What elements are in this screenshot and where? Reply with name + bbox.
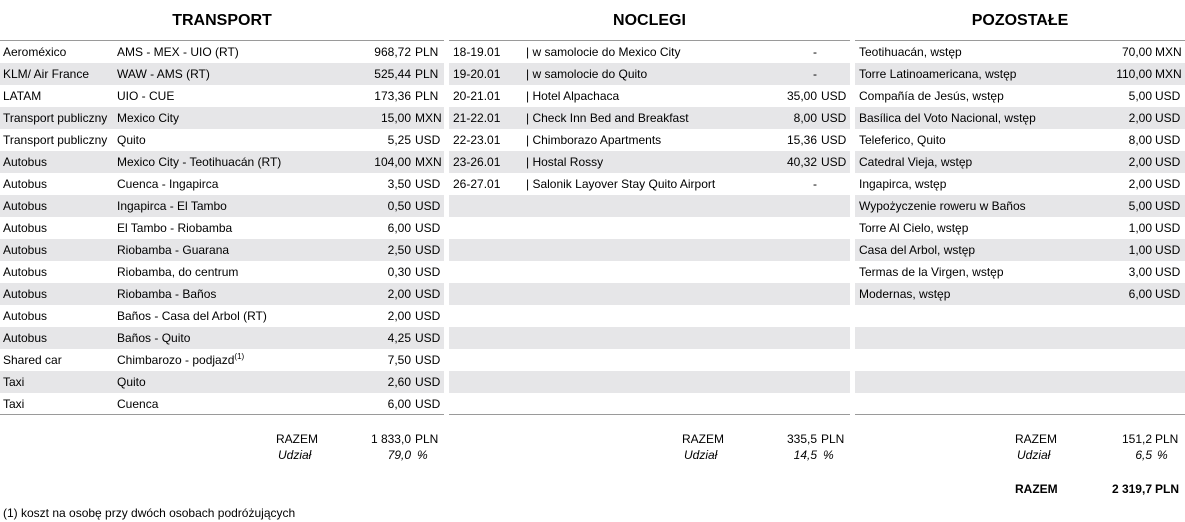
transport-currency: USD: [415, 221, 441, 235]
pozostale-table-row: [855, 371, 1185, 393]
pozostale-item: Teotihuacán, wstęp: [859, 45, 962, 59]
noclegi-table-row: [449, 151, 850, 173]
transport-currency: USD: [415, 353, 441, 367]
pozostale-currency: USD: [1155, 177, 1181, 191]
pozostale-currency: USD: [1155, 199, 1181, 213]
transport-route: Riobamba - Guarana: [117, 243, 230, 257]
transport-udzial-label: Udział: [278, 448, 312, 462]
transport-table-row: [0, 107, 444, 129]
noclegi-dates: 21-22.01: [453, 111, 501, 125]
pozostale-razem-unit: PLN: [1155, 432, 1179, 446]
transport-table-row: [0, 305, 444, 327]
transport-amount: 7,50: [387, 353, 411, 367]
transport-currency: MXN: [415, 111, 442, 125]
pozostale-amount: 8,00: [1128, 133, 1152, 147]
pozostale-amount: 1,00: [1128, 221, 1152, 235]
transport-amount: 5,25: [387, 133, 411, 147]
noclegi-panel: [449, 0, 850, 500]
pozostale-udzial-label: Udział: [1017, 448, 1051, 462]
transport-razem-unit: PLN: [415, 432, 439, 446]
noclegi-table-row: [449, 349, 850, 371]
pozostale-table-row: [855, 349, 1185, 371]
noclegi-table-row: [449, 283, 850, 305]
transport-currency: USD: [415, 309, 441, 323]
transport-provider: Autobus: [3, 309, 48, 323]
noclegi-table-row: [449, 173, 850, 195]
transport-provider: Autobus: [3, 265, 48, 279]
transport-currency: USD: [415, 177, 441, 191]
pozostale-amount: 3,00: [1128, 265, 1152, 279]
transport-currency: MXN: [415, 155, 442, 169]
transport-route: Mexico City - Teotihuacán (RT): [117, 155, 282, 169]
transport-table-row: [0, 41, 444, 63]
transport-route: WAW - AMS (RT): [117, 67, 210, 81]
pozostale-item: Wypożyczenie roweru w Baños: [859, 199, 1026, 213]
transport-currency: USD: [415, 243, 441, 257]
transport-currency: USD: [415, 397, 441, 411]
pozostale-rows: [855, 41, 1185, 415]
noclegi-table-row: [449, 239, 850, 261]
transport-provider: Transport publiczny: [3, 111, 108, 125]
pozostale-currency: USD: [1155, 243, 1181, 257]
transport-amount: 6,00: [387, 397, 411, 411]
pozostale-currency: USD: [1155, 155, 1181, 169]
transport-provider: Taxi: [3, 375, 25, 389]
transport-currency: PLN: [415, 67, 439, 81]
transport-route: AMS - MEX - UIO (RT): [117, 45, 239, 59]
transport-amount: 968,72: [374, 45, 411, 59]
transport-amount: 4,25: [387, 331, 411, 345]
transport-provider: Autobus: [3, 177, 48, 191]
transport-currency: USD: [415, 199, 441, 213]
noclegi-table-row: [449, 217, 850, 239]
noclegi-amount: -: [813, 177, 817, 191]
transport-provider: LATAM: [3, 89, 42, 103]
pozostale-table-row: [855, 107, 1185, 129]
footnote: (1) koszt na osobę przy dwóch osobach podróżujących: [3, 506, 296, 520]
pozostale-razem-label: RAZEM: [1015, 432, 1057, 446]
noclegi-dates: 19-20.01: [453, 67, 501, 81]
noclegi-amount: -: [813, 67, 817, 81]
pozostale-item: Modernas, wstęp: [859, 287, 951, 301]
transport-amount: 104,00: [374, 155, 411, 169]
pozostale-table-row: [855, 239, 1185, 261]
transport-amount: 2,50: [387, 243, 411, 257]
pozostale-currency: USD: [1155, 111, 1181, 125]
transport-route: UIO - CUE: [117, 89, 175, 103]
transport-udzial-unit: %: [417, 448, 428, 462]
pozostale-razem-value: 151,2: [1121, 432, 1152, 446]
transport-table-row: [0, 327, 444, 349]
transport-table-row: [0, 173, 444, 195]
transport-route: Cuenca: [117, 397, 159, 411]
noclegi-razem-value: 335,5: [786, 432, 817, 446]
pozostale-amount: 2,00: [1128, 155, 1152, 169]
pozostale-amount: 5,00: [1128, 89, 1152, 103]
transport-route: Ingapirca - El Tambo: [117, 199, 227, 213]
transport-route: Riobamba, do centrum: [117, 265, 239, 279]
pozostale-table-row: [855, 393, 1185, 415]
noclegi-place: | Hostal Rossy: [526, 155, 604, 169]
transport-amount: 6,00: [387, 221, 411, 235]
noclegi-table-row: [449, 371, 850, 393]
pozostale-table-row: [855, 63, 1185, 85]
transport-provider: Taxi: [3, 397, 25, 411]
noclegi-dates: 22-23.01: [453, 133, 501, 147]
pozostale-item: Ingapirca, wstęp: [859, 177, 947, 191]
noclegi-table-row: [449, 107, 850, 129]
transport-route: Cuenca - Ingapirca: [117, 177, 219, 191]
noclegi-rows: [449, 41, 850, 415]
pozostale-table-row: [855, 129, 1185, 151]
pozostale-table-row: [855, 173, 1185, 195]
pozostale-amount: 6,00: [1128, 287, 1152, 301]
transport-panel: [0, 0, 444, 500]
pozostale-currency: USD: [1155, 221, 1181, 235]
noclegi-amount: 35,00: [786, 89, 817, 103]
pozostale-amount: 2,00: [1128, 111, 1152, 125]
grand-total-unit: PLN: [1155, 482, 1179, 496]
transport-route: Riobamba - Baños: [117, 287, 217, 301]
transport-amount: 0,30: [387, 265, 411, 279]
transport-currency: USD: [415, 133, 441, 147]
transport-amount: 0,50: [387, 199, 411, 213]
pozostale-item: Teleferico, Quito: [859, 133, 946, 147]
pozostale-amount: 5,00: [1128, 199, 1152, 213]
pozostale-item: Termas de la Virgen, wstęp: [859, 265, 1004, 279]
pozostale-currency: MXN: [1155, 67, 1182, 81]
pozostale-item: Basílica del Voto Nacional, wstęp: [859, 111, 1036, 125]
pozostale-separator: [855, 414, 1185, 415]
noclegi-currency: USD: [821, 155, 847, 169]
transport-provider: Shared car: [3, 353, 62, 367]
pozostale-panel: [855, 0, 1185, 500]
transport-provider: Autobus: [3, 199, 48, 213]
pozostale-item: Compañía de Jesús, wstęp: [859, 89, 1004, 103]
pozostale-table-row: [855, 85, 1185, 107]
transport-route: Baños - Casa del Arbol (RT): [117, 309, 267, 323]
pozostale-table-row: [855, 41, 1185, 63]
transport-route: [117, 349, 244, 371]
noclegi-amount: 8,00: [793, 111, 817, 125]
grand-total-label: RAZEM: [1015, 482, 1058, 496]
pozostale-item: Torre Latinoamericana, wstęp: [859, 67, 1017, 81]
transport-route: Mexico City: [117, 111, 180, 125]
noclegi-udzial-label: Udział: [684, 448, 718, 462]
noclegi-udzial-unit: %: [823, 448, 834, 462]
pozostale-currency: USD: [1155, 287, 1181, 301]
transport-amount: 2,00: [387, 309, 411, 323]
noclegi-place: | Chimborazo Apartments: [526, 133, 662, 147]
pozostale-title: POZOSTAŁE: [855, 0, 1185, 41]
noclegi-table-row: [449, 261, 850, 283]
pozostale-table-row: [855, 217, 1185, 239]
transport-amount: 173,36: [374, 89, 411, 103]
pozostale-currency: USD: [1155, 89, 1181, 103]
footnote-marker: (1): [234, 352, 245, 361]
noclegi-razem-unit: PLN: [821, 432, 845, 446]
noclegi-amount: -: [813, 45, 817, 59]
pozostale-table-row: [855, 195, 1185, 217]
noclegi-udzial-value: 14,5: [793, 448, 817, 462]
noclegi-amount: 40,32: [786, 155, 817, 169]
transport-route: Quito: [117, 375, 146, 389]
transport-route: Quito: [117, 133, 146, 147]
noclegi-place: | Hotel Alpachaca: [526, 89, 620, 103]
pozostale-table-row: [855, 327, 1185, 349]
noclegi-place: | w samolocie do Mexico City: [526, 45, 681, 59]
noclegi-table-row: [449, 129, 850, 151]
noclegi-place: | Check Inn Bed and Breakfast: [526, 111, 689, 125]
noclegi-table-row: [449, 305, 850, 327]
transport-currency: PLN: [415, 45, 439, 59]
grand-total-value: 2 319,7: [1111, 482, 1152, 496]
noclegi-table-row: [449, 327, 850, 349]
transport-currency: USD: [415, 331, 441, 345]
transport-title: TRANSPORT: [0, 0, 444, 41]
transport-table-row: [0, 371, 444, 393]
transport-route: El Tambo - Riobamba: [117, 221, 233, 235]
transport-currency: PLN: [415, 89, 439, 103]
pozostale-table-row: [855, 305, 1185, 327]
pozostale-amount: 2,00: [1128, 177, 1152, 191]
pozostale-item: Torre Al Cielo, wstęp: [859, 221, 969, 235]
transport-amount: 2,60: [387, 375, 411, 389]
transport-route-text: Chimbarozo - podjazd: [117, 353, 235, 367]
transport-table-row: [0, 261, 444, 283]
pozostale-currency: USD: [1155, 133, 1181, 147]
transport-table-row: [0, 393, 444, 415]
transport-table-row: [0, 349, 444, 371]
transport-table-row: [0, 129, 444, 151]
pozostale-item: Catedral Vieja, wstęp: [859, 155, 973, 169]
transport-table-row: [0, 283, 444, 305]
noclegi-table-row: [449, 41, 850, 63]
noclegi-dates: 18-19.01: [453, 45, 501, 59]
noclegi-currency: USD: [821, 89, 847, 103]
transport-provider: Autobus: [3, 287, 48, 301]
pozostale-table-row: [855, 151, 1185, 173]
noclegi-table-row: [449, 63, 850, 85]
transport-provider: Autobus: [3, 221, 48, 235]
noclegi-title: NOCLEGI: [449, 0, 850, 41]
transport-currency: USD: [415, 375, 441, 389]
transport-table-row: [0, 239, 444, 261]
pozostale-table-row: [855, 261, 1185, 283]
noclegi-place: | Salonik Layover Stay Quito Airport: [526, 177, 716, 191]
transport-table-row: [0, 151, 444, 173]
noclegi-table-row: [449, 195, 850, 217]
transport-table-row: [0, 63, 444, 85]
noclegi-dates: 26-27.01: [453, 177, 501, 191]
pozostale-amount: 1,00: [1128, 243, 1152, 257]
transport-amount: 2,00: [387, 287, 411, 301]
transport-provider: Autobus: [3, 155, 48, 169]
noclegi-amount: 15,36: [786, 133, 817, 147]
transport-table-row: [0, 85, 444, 107]
transport-table-row: [0, 195, 444, 217]
transport-amount: 15,00: [380, 111, 411, 125]
noclegi-table-row: [449, 393, 850, 415]
noclegi-currency: USD: [821, 111, 847, 125]
transport-udzial-value: 79,0: [387, 448, 411, 462]
transport-route: Baños - Quito: [117, 331, 191, 345]
noclegi-currency: USD: [821, 133, 847, 147]
pozostale-udzial-value: 6,5: [1135, 448, 1152, 462]
transport-provider: KLM/ Air France: [3, 67, 90, 81]
pozostale-currency: MXN: [1155, 45, 1182, 59]
noclegi-dates: 20-21.01: [453, 89, 501, 103]
pozostale-item: Casa del Arbol, wstęp: [859, 243, 976, 257]
transport-provider: Transport publiczny: [3, 133, 108, 147]
pozostale-udzial-unit: %: [1157, 448, 1168, 462]
transport-provider: Autobus: [3, 243, 48, 257]
pozostale-amount: 110,00: [1116, 67, 1152, 81]
transport-amount: 3,50: [387, 177, 411, 191]
transport-amount: 525,44: [374, 67, 411, 81]
noclegi-table-row: [449, 85, 850, 107]
transport-rows: [0, 41, 444, 415]
transport-provider: Autobus: [3, 331, 48, 345]
transport-table-row: [0, 217, 444, 239]
noclegi-razem-label: RAZEM: [682, 432, 724, 446]
pozostale-amount: 70,00: [1121, 45, 1152, 59]
noclegi-place: | w samolocie do Quito: [526, 67, 648, 81]
noclegi-dates: 23-26.01: [453, 155, 501, 169]
transport-currency: USD: [415, 287, 441, 301]
transport-razem-value: 1 833,0: [370, 432, 411, 446]
transport-separator: [0, 414, 444, 415]
transport-currency: USD: [415, 265, 441, 279]
pozostale-table-row: [855, 283, 1185, 305]
transport-razem-label: RAZEM: [276, 432, 318, 446]
pozostale-currency: USD: [1155, 265, 1181, 279]
noclegi-separator: [449, 414, 850, 415]
transport-provider: Aeroméxico: [3, 45, 67, 59]
